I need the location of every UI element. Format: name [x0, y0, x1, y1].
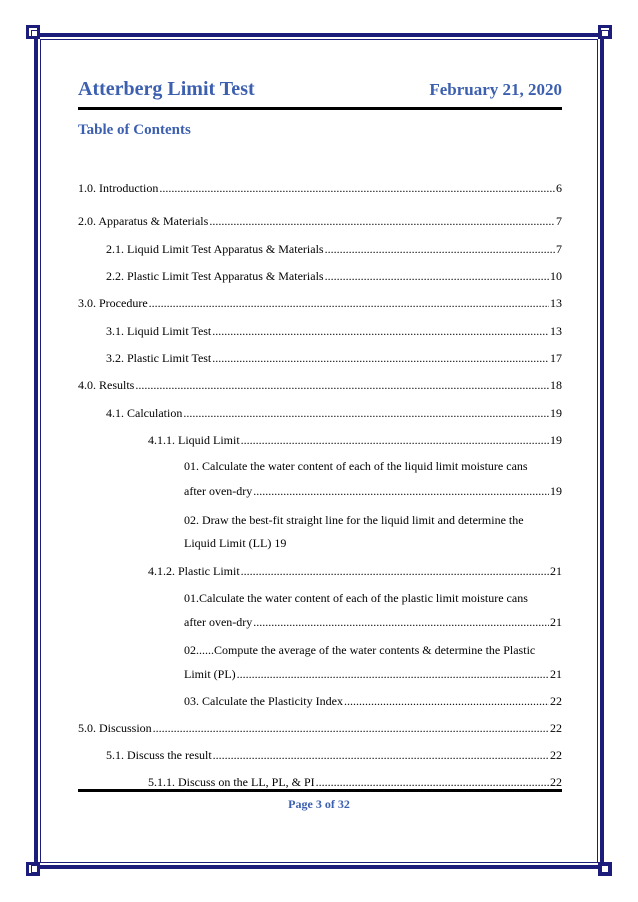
toc-leader — [241, 564, 549, 579]
toc-entry-page: 19 — [550, 406, 562, 420]
toc-entry-title: after oven-dry — [184, 484, 253, 498]
toc-entry[interactable] — [106, 351, 562, 366]
toc-leader — [237, 667, 549, 682]
toc-leader — [135, 378, 549, 393]
toc-entry-title: 4.1.1. Liquid Limit — [148, 433, 240, 447]
toc-entry[interactable] — [184, 484, 562, 499]
toc-entry[interactable] — [106, 269, 562, 284]
toc-heading: Table of Contents — [78, 122, 191, 138]
toc-leader — [212, 324, 549, 339]
toc-leader — [316, 775, 549, 790]
toc-entry-title: 5.1. Discuss the result — [106, 748, 212, 762]
toc-entry-title: 3.0. Procedure — [78, 296, 148, 310]
toc-entry-title: 4.1.2. Plastic Limit — [148, 564, 240, 578]
toc-entry-first-line: 01. Calculate the water content of each of the liquid limit moisture cans — [184, 459, 528, 473]
toc-entry-page: 19 — [550, 484, 562, 498]
document-title: Atterberg Limit Test — [78, 78, 255, 100]
toc-entry-title: 4.0. Results — [78, 378, 135, 392]
header-rule — [78, 107, 562, 110]
toc-entry-title: 5.0. Discussion — [78, 721, 152, 735]
toc-entry-first-line: 01.Calculate the water content of each of the plastic limit moisture cans — [184, 591, 528, 605]
toc-entry[interactable] — [78, 181, 562, 196]
toc-entry[interactable] — [184, 694, 562, 709]
toc-leader — [149, 296, 549, 311]
toc-entry-title[interactable]: Liquid Limit (LL) 19 — [184, 536, 287, 550]
toc-entry-title: 2.0. Apparatus & Materials — [78, 214, 209, 228]
toc-leader — [212, 351, 549, 366]
toc-entry-page: 22 — [550, 748, 562, 762]
corner-ornament-inner — [601, 30, 609, 38]
toc-entry-title: after oven-dry — [184, 615, 253, 629]
toc-entry[interactable] — [184, 667, 562, 682]
footer-rule — [78, 789, 562, 792]
toc-entry[interactable] — [78, 721, 562, 736]
toc-entry-page: 22 — [550, 775, 562, 789]
toc-entry[interactable] — [106, 748, 562, 763]
toc-entry-title: 3.2. Plastic Limit Test — [106, 351, 212, 365]
corner-ornament-inner — [31, 865, 39, 873]
toc-entry[interactable] — [78, 296, 562, 311]
toc-leader — [325, 269, 549, 284]
toc-entry-first-line: 02. Draw the best-fit straight line for the liquid limit and determine the — [184, 513, 524, 527]
page-border-inner — [40, 39, 598, 863]
toc-entry-title: Limit (PL) — [184, 667, 236, 681]
toc-entry-page: 7 — [556, 214, 562, 228]
toc-entry[interactable] — [148, 564, 562, 579]
toc-entry[interactable] — [106, 406, 562, 421]
toc-entry-title: 4.1. Calculation — [106, 406, 183, 420]
toc-entry-page: 18 — [550, 378, 562, 392]
toc-entry[interactable] — [148, 775, 562, 790]
corner-ornament-inner — [601, 865, 609, 873]
toc-entry-page: 21 — [550, 615, 562, 629]
toc-entry-page: 7 — [556, 242, 562, 256]
toc-entry-page: 13 — [550, 296, 562, 310]
toc-entry-title: 5.1.1. Discuss on the LL, PL, & PI — [148, 775, 315, 789]
toc-leader — [209, 214, 555, 229]
toc-entry-page: 13 — [550, 324, 562, 338]
toc-entry[interactable] — [184, 615, 562, 630]
toc-leader — [344, 694, 549, 709]
toc-entry-page: 10 — [550, 269, 562, 283]
toc-entry-page: 17 — [550, 351, 562, 365]
toc-leader — [253, 615, 549, 630]
toc-leader — [241, 433, 549, 448]
toc-leader — [213, 748, 549, 763]
toc-entry[interactable] — [78, 378, 562, 393]
toc-entry-page: 21 — [550, 564, 562, 578]
toc-entry-title: 2.2. Plastic Limit Test Apparatus & Materials — [106, 269, 324, 283]
toc-entry-page: 21 — [550, 667, 562, 681]
toc-leader — [153, 721, 549, 736]
document-date: February 21, 2020 — [429, 80, 562, 99]
toc-entry-title: 2.1. Liquid Limit Test Apparatus & Materials — [106, 242, 324, 256]
page-header — [78, 78, 562, 108]
toc-leader — [183, 406, 549, 421]
toc-entry[interactable] — [78, 214, 562, 229]
toc-entry[interactable] — [148, 433, 562, 448]
toc-leader — [253, 484, 549, 499]
toc-entry-page: 22 — [550, 721, 562, 735]
toc-entry-first-line: 02......Compute the average of the water contents & determine the Plastic — [184, 643, 536, 657]
toc-entry-title: 3.1. Liquid Limit Test — [106, 324, 212, 338]
toc-entry-page: 19 — [550, 433, 562, 447]
toc-entry[interactable] — [106, 324, 562, 339]
toc-entry-title: 03. Calculate the Plasticity Index — [184, 694, 343, 708]
toc-entry[interactable] — [106, 242, 562, 257]
toc-leader — [325, 242, 555, 257]
toc-entry-page: 22 — [550, 694, 562, 708]
toc-entry-page: 6 — [556, 181, 562, 195]
page-number: Page 3 of 32 — [288, 797, 350, 811]
corner-ornament-inner — [31, 30, 39, 38]
toc-entry-title: 1.0. Introduction — [78, 181, 159, 195]
toc-leader — [159, 181, 555, 196]
